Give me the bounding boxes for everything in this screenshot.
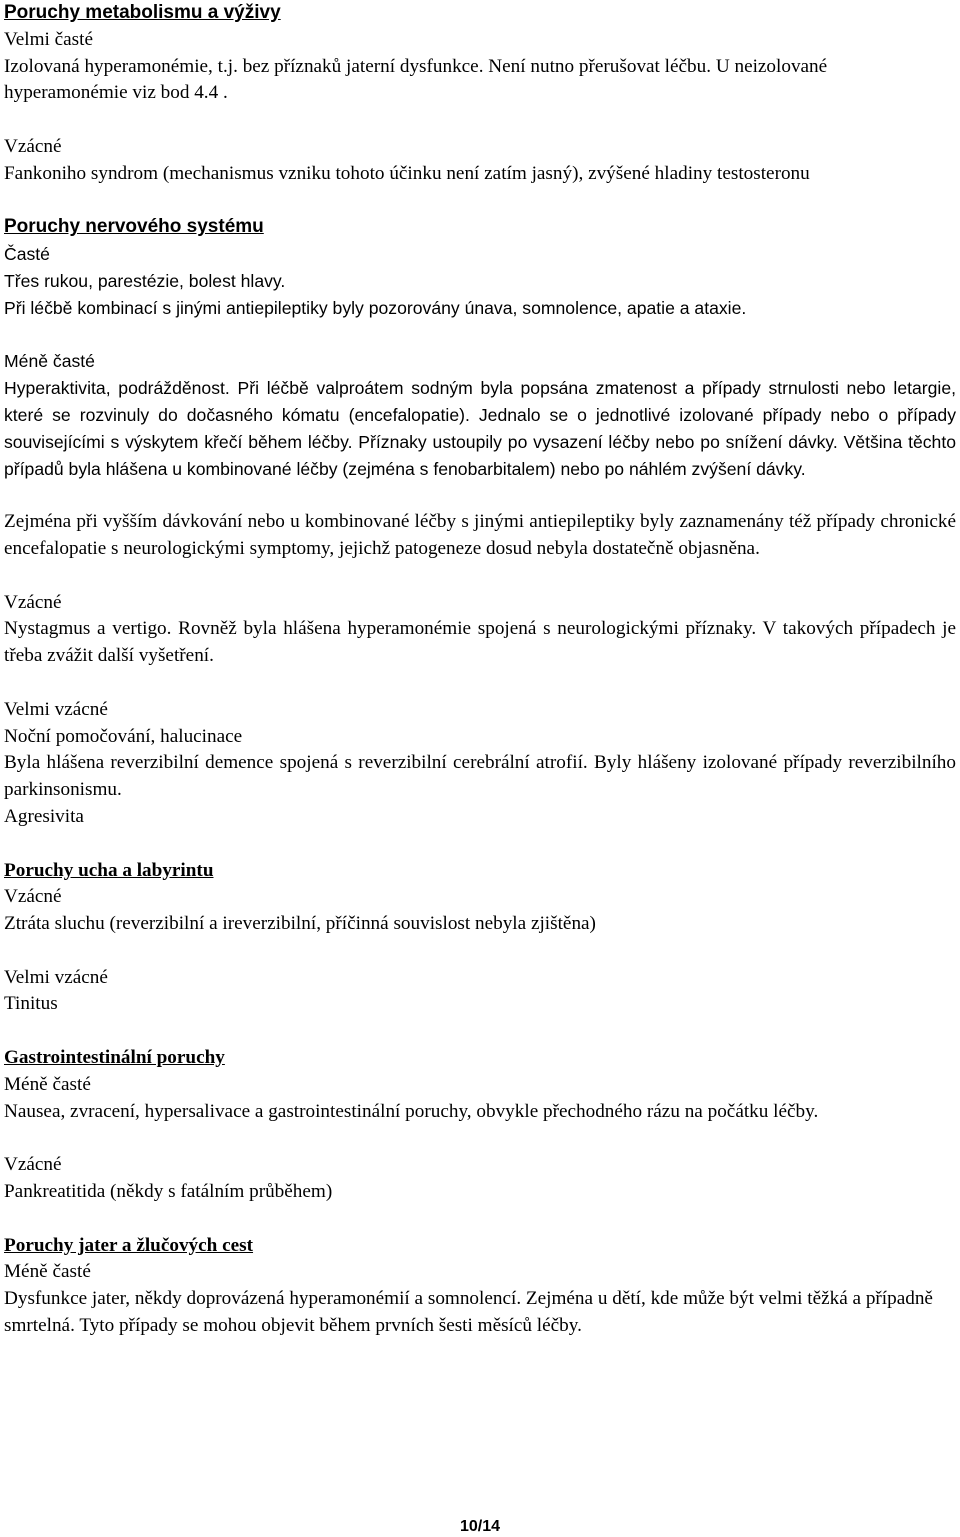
paragraph: Pankreatitida (někdy s fatálním průběhem) (4, 1181, 333, 1203)
paragraph: Při léčbě kombinací s jinými antiepileptiky byly pozorovány únava, somnolence, apatie a ataxie. (4, 297, 747, 318)
section-heading: Poruchy metabolismu a výživy (4, 2, 281, 23)
section-ear (4, 858, 956, 1019)
paragraph: Fankoniho syndrom (mechanismus vzniku tohoto účinku není zatím jasný), zvýšené hladiny testosteronu (4, 162, 810, 184)
frequency-label: Velmi vzácné (4, 698, 108, 720)
section-metabolism (4, 0, 956, 188)
paragraph: Zejména při vyšším dávkování nebo u kombinované léčby s jinými antiepileptiky byly zaznamenány též případy chronické encefalopatie s neurologickými symptomy, jejichž patogeneze dosud nebyla dostatečně objasněna. (4, 511, 956, 559)
section-heading: Poruchy jater a žlučových cest (4, 1234, 254, 1256)
section-heading: Poruchy ucha a labyrintu (4, 859, 214, 881)
paragraph: Noční pomočování, halucinace (4, 725, 243, 747)
paragraph: Nausea, zvracení, hypersalivace a gastrointestinální poruchy, obvykle přechodného rázu na počátku léčby. (4, 1100, 819, 1122)
frequency-label: Vzácné (4, 886, 62, 908)
section-nervous (4, 214, 956, 830)
frequency-label: Časté (4, 244, 50, 265)
frequency-label: Vzácné (4, 591, 62, 613)
paragraph: Dysfunkce jater, někdy doprovázená hyperamonémií a somnolencí. Zejména u dětí, kde může být velmi těžká a případně smrtelná. Tyto případy se mohou objevit během prvních šesti měsíců léčby. (4, 1288, 933, 1337)
document-page (4, 0, 956, 1340)
paragraph: Agresivita (4, 805, 84, 827)
paragraph: Ztráta sluchu (reverzibilní a ireverzibilní, příčinná souvislost nebyla zjištěna) (4, 913, 596, 935)
section-heading: Poruchy nervového systému (4, 216, 264, 238)
section-gastrointestinal (4, 1045, 956, 1206)
frequency-label: Vzácné (4, 1154, 62, 1176)
paragraph: Nystagmus a vertigo. Rovněž byla hlášena hyperamonémie spojená s neurologickými příznaky. V takových případech je třeba zvážit další vyšetření. (4, 618, 956, 667)
section-liver (4, 1233, 956, 1340)
page-number: 10/14 (459, 1518, 501, 1535)
frequency-label: Méně časté (4, 1261, 91, 1283)
section-heading: Gastrointestinální poruchy (4, 1047, 225, 1069)
frequency-label: Velmi časté (4, 28, 93, 50)
paragraph: Izolovaná hyperamonémie, t.j. bez příznaků jaterní dysfunkce. Není nutno přerušovat léčbu. U neizolované hyperamonémie viz bod 4.4 . (4, 55, 828, 104)
frequency-label: Vzácné (4, 135, 62, 157)
paragraph: Tinitus (4, 993, 58, 1015)
paragraph: Třes rukou, parestézie, bolest hlavy. (4, 270, 286, 291)
paragraph: Byla hlášena reverzibilní demence spojená s reverzibilní cerebrální atrofií. Byly hlášeny izolované případy reverzibilního parkinsonismu. (4, 752, 956, 801)
frequency-label: Méně časté (4, 351, 95, 372)
frequency-label: Méně časté (4, 1073, 91, 1095)
frequency-label: Velmi vzácné (4, 966, 108, 988)
paragraph: Hyperaktivita, podrážděnost. Při léčbě valproátem sodným byla popsána zmatenost a případy strnulosti nebo letargie, které se rozvinuly do dočasného kómatu (encefalopatie). Jednalo se o jednotlivé izolované případy nebo o případy souvisejícími s výskytem křečí během léčby. Příznaky ustoupily po vysazení léčby nebo po snížení dávky. Většina těchto případů byla hlášena u kombinované léčby (zejména s fenobarbitalem) nebo po náhlém zvýšení dávky. (4, 378, 956, 479)
